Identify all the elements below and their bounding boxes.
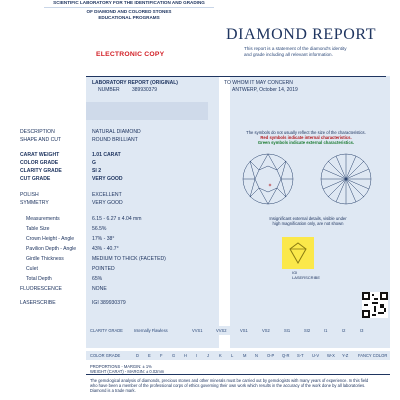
clarity-scale-grade: Internally Flawless — [134, 328, 168, 333]
clarity-scale-grade: VVS2 — [216, 328, 227, 333]
color-scale-grade: I — [196, 353, 198, 358]
row-value-shape: ROUND BRILLIANT — [92, 137, 138, 143]
color-scale-grade: FANCY COLOR — [358, 353, 388, 358]
report-subtitle-line: and grade including all relevant information. — [244, 52, 333, 57]
seal-caption — [292, 270, 352, 280]
row-label-polish: POLISH — [20, 192, 39, 198]
footer-text — [90, 378, 390, 393]
proportions-margin: PROPORTIONS - MARGIN: ± 1% — [90, 364, 152, 369]
clarity-grade-scale — [86, 326, 390, 335]
institute-line: EDUCATIONAL PROGRAMS — [98, 15, 160, 20]
footer-line: Diamond is a trade mark. — [90, 388, 136, 393]
symbols-note-external: Green symbols indicate external characteristics. — [257, 140, 355, 145]
seal-caption-line: IGI — [292, 270, 298, 275]
plot-caption-line: high magnification only, are not shown — [272, 221, 344, 226]
row-label-crown: Crown Height - Angle — [26, 236, 75, 242]
color-scale-grade: J — [207, 353, 210, 358]
to-whom-line: TO WHOM IT MAY CONCERN — [224, 80, 293, 86]
row-value-color: G — [92, 160, 96, 166]
blank-field — [86, 102, 208, 120]
color-scale-grade: G — [172, 353, 176, 358]
clarity-scale-grade: I2 — [342, 328, 346, 333]
symbols-note — [244, 130, 368, 145]
row-label-carat: CARAT WEIGHT — [20, 152, 60, 158]
row-label-pavilion: Pavilion Depth - Angle — [26, 246, 77, 252]
color-scale-grade: K — [219, 353, 222, 358]
row-label-measurements: Measurements — [26, 216, 60, 222]
institute-header — [44, 0, 214, 21]
qr-code-icon — [362, 292, 388, 318]
clarity-plots — [228, 152, 388, 206]
color-scale-grade: Y-Z — [342, 353, 349, 358]
row-value-girdle: MEDIUM TO THICK (FACETED) — [92, 256, 166, 262]
institute-line: SCIENTIFIC LABORATORY FOR THE IDENTIFICATION AND GRADING — [53, 0, 205, 5]
row-label-depth: Total Depth — [26, 276, 52, 282]
inclusion-mark-icon — [269, 184, 271, 186]
row-value-measurements: 6.15 - 6.27 x 4.04 mm — [92, 216, 142, 222]
row-label-girdle: Girdle Thickness — [26, 256, 64, 262]
row-label-laserscribe: LASERSCRIBE — [20, 300, 56, 306]
crown-plot-icon — [243, 154, 293, 204]
color-scale-grade: F — [160, 353, 163, 358]
row-value-fluorescence: NONE — [92, 286, 107, 292]
row-value-table: 56.5% — [92, 226, 107, 232]
seal-caption-line: LASERSCRIBE — [292, 275, 321, 280]
row-label-cut: CUT GRADE — [20, 176, 51, 182]
footer-line: who have been a member of the professional corps of ethics governing their own work which results in the accuracy of the work done by all laboratories. — [90, 383, 366, 388]
color-scale-grade: L — [231, 353, 234, 358]
row-label-fluorescence: FLUORESCENCE — [20, 286, 62, 292]
color-scale-grade: O-P — [267, 353, 275, 358]
row-label-clarity: CLARITY GRADE — [20, 168, 62, 174]
clarity-scale-grade: I1 — [324, 328, 328, 333]
report-number-label: NUMBER — [98, 87, 120, 93]
color-scale-grade: M — [243, 353, 247, 358]
row-label-shape: SHAPE AND CUT — [20, 137, 62, 143]
plot-caption-line: Insignificant external details, visible under — [269, 216, 347, 221]
clarity-scale-grade: VS2 — [262, 328, 270, 333]
report-subtitle-line: This report is a statement of the diamond's identity — [244, 46, 347, 51]
row-value-depth: 65% — [92, 276, 103, 282]
report-subtitle — [244, 46, 384, 58]
clarity-scale-grade: SI2 — [304, 328, 311, 333]
color-scale-grade: U-V — [312, 353, 320, 358]
clarity-scale-grade: VVS1 — [192, 328, 203, 333]
row-label-table: Table Size — [26, 226, 50, 232]
institute-line: OF DIAMOND AND COLORED STONES — [86, 9, 172, 14]
color-scale-label: COLOR GRADE — [90, 353, 121, 358]
clarity-scale-label: CLARITY GRADE — [90, 328, 123, 333]
row-value-carat: 1.01 CARAT — [92, 152, 121, 158]
row-label-symmetry: SYMMETRY — [20, 200, 49, 206]
row-value-description: NATURAL DIAMOND — [92, 129, 141, 135]
clarity-scale-grade: VS1 — [240, 328, 248, 333]
hologram-seal-icon — [282, 237, 314, 269]
color-scale-grade: E — [148, 353, 151, 358]
footer-line: The gemological analysis of diamonds, precious stones and other minerals must be carried out by gemologists with many years of experience. In this field — [90, 378, 369, 383]
top-rule — [86, 76, 386, 77]
clarity-scale-grade: I3 — [360, 328, 364, 333]
footer-rule — [86, 374, 390, 375]
color-scale-grade: Q-R — [282, 353, 290, 358]
color-scale-grade: H — [184, 353, 187, 358]
symbols-note-internal: Red symbols indicate internal characteristics. — [260, 135, 352, 140]
weight-margin: WEIGHT (CARAT) - MARGIN: ± 0.02mm — [90, 369, 165, 374]
electronic-copy-label: ELECTRONIC COPY — [96, 51, 165, 58]
row-value-culet: POINTED — [92, 266, 115, 272]
report-number: 389930379 — [132, 87, 158, 93]
row-value-clarity: SI 2 — [92, 168, 102, 174]
row-value-polish: EXCELLENT — [92, 192, 122, 198]
symbols-note-line: The symbols do not usually reflect the size of the characteristics. — [246, 130, 366, 135]
place-date: ANTWERP, October 14, 2019 — [232, 87, 298, 93]
color-scale-grade: S-T — [297, 353, 304, 358]
pavilion-plot-icon — [321, 154, 371, 204]
color-scale-grade: D — [136, 353, 139, 358]
header-divider — [44, 7, 214, 8]
clarity-scale-grade: SI1 — [284, 328, 291, 333]
color-scale-grade: N — [255, 353, 258, 358]
color-scale-grade: W-X — [327, 353, 335, 358]
plot-caption — [258, 216, 358, 226]
color-grade-scale — [86, 351, 390, 360]
row-value-pavilion: 43% - 40.7° — [92, 246, 119, 252]
lab-report-title: LABORATORY REPORT (ORIGINAL) — [92, 80, 178, 86]
report-title: DIAMOND REPORT — [226, 26, 377, 43]
row-label-culet: Culet — [26, 266, 38, 272]
row-value-laserscribe: IGI 389930379 — [92, 300, 126, 306]
row-label-description: DESCRIPTION — [20, 129, 55, 135]
row-label-color: COLOR GRADE — [20, 160, 59, 166]
row-value-crown: 17% - 38° — [92, 236, 115, 242]
row-value-symmetry: VERY GOOD — [92, 200, 123, 206]
row-value-cut: VERY GOOD — [92, 176, 123, 182]
